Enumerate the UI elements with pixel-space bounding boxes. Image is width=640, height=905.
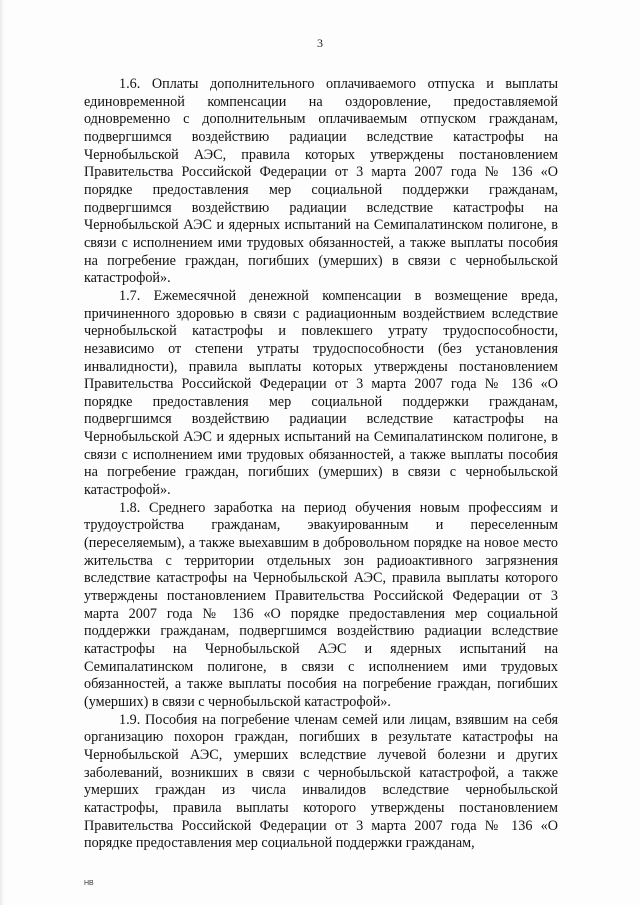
paragraph-1-9: 1.9. Пособия на погребение членам семей или лицам, взявшим на себя организацию похорон граждан, погибших в результате катастрофы на Чернобыльской АЭС, умерших вследствие лучевой болезни и других заболеваний, возникших в связи с чернобыльской катастрофой, а также умерших граждан из числа инвалидов вследствие чернобыльской катастрофы, правила выплаты которого утверждены постановлением Правительства Российской Федерации от 3 марта 2007 года № 136 «О порядке предоставления мер социальной поддержки гражданам, [84,711,558,852]
footer-mark: НВ [84,880,94,887]
paragraph-1-7: 1.7. Ежемесячной денежной компенсации в возмещение вреда, причиненного здоровью в связи с радиационным воздействием вследствие чернобыльской катастрофы и повлекшего утрату трудоспособности, независимо от степени утраты трудоспособности (без установления инвалидности), правила выплаты которых утверждены постановлением Правительства Российской Федерации от 3 марта 2007 года № 136 «О порядке предоставления мер социальной поддержки гражданам, подвергшимся воздействию радиации вследствие катастрофы на Чернобыльской АЭС и ядерных испытаний на Семипалатинском полигоне, в связи с исполнением ими трудовых обязанностей, а также выплаты пособия на погребение граждан, погибших (умерших) в связи с чернобыльской катастрофой». [84,287,558,499]
paragraph-1-6: 1.6. Оплаты дополнительного оплачиваемого отпуска и выплаты единовременной компенсации на оздоровление, предоставляемой одновременно с дополнительным оплачиваемым отпуском гражданам, подвергшимся воздействию радиации вследствие катастрофы на Чернобыльской АЭС, правила которых утверждены постановлением Правительства Российской Федерации от 3 марта 2007 года № 136 «О порядке предоставления мер социальной поддержки гражданам, подвергшимся воздействию радиации вследствие катастрофы на Чернобыльской АЭС и ядерных испытаний на Семипалатинском полигоне, в связи с исполнением ими трудовых обязанностей, а также выплаты пособия на погребение граждан, погибших (умерших) в связи с чернобыльской катастрофой». [84,76,558,287]
document-body [84,76,558,853]
paragraph-1-8: 1.8. Среднего заработка на период обучения новым профессиям и трудоустройства гражданам, эвакуированным и переселенным (переселяемым), а также выехавшим в добровольном порядке на новое место жительства с территории отдельных зон радиоактивного загрязнения вследствие катастрофы на Чернобыльской АЭС, правила выплаты которого утверждены постановлением Правительства Российской Федерации от 3 марта 2007 года № 136 «О порядке предоставления мер социальной поддержки гражданам, подвергшимся воздействию радиации вследствие катастрофы на Чернобыльской АЭС и ядерных испытаний на Семипалатинском полигоне, в связи с исполнением ими трудовых обязанностей, а также выплаты пособия на погребение граждан, погибших (умерших) в связи с чернобыльской катастрофой». [84,499,558,710]
page-number: 3 [317,36,323,50]
scan-edge [0,0,4,905]
